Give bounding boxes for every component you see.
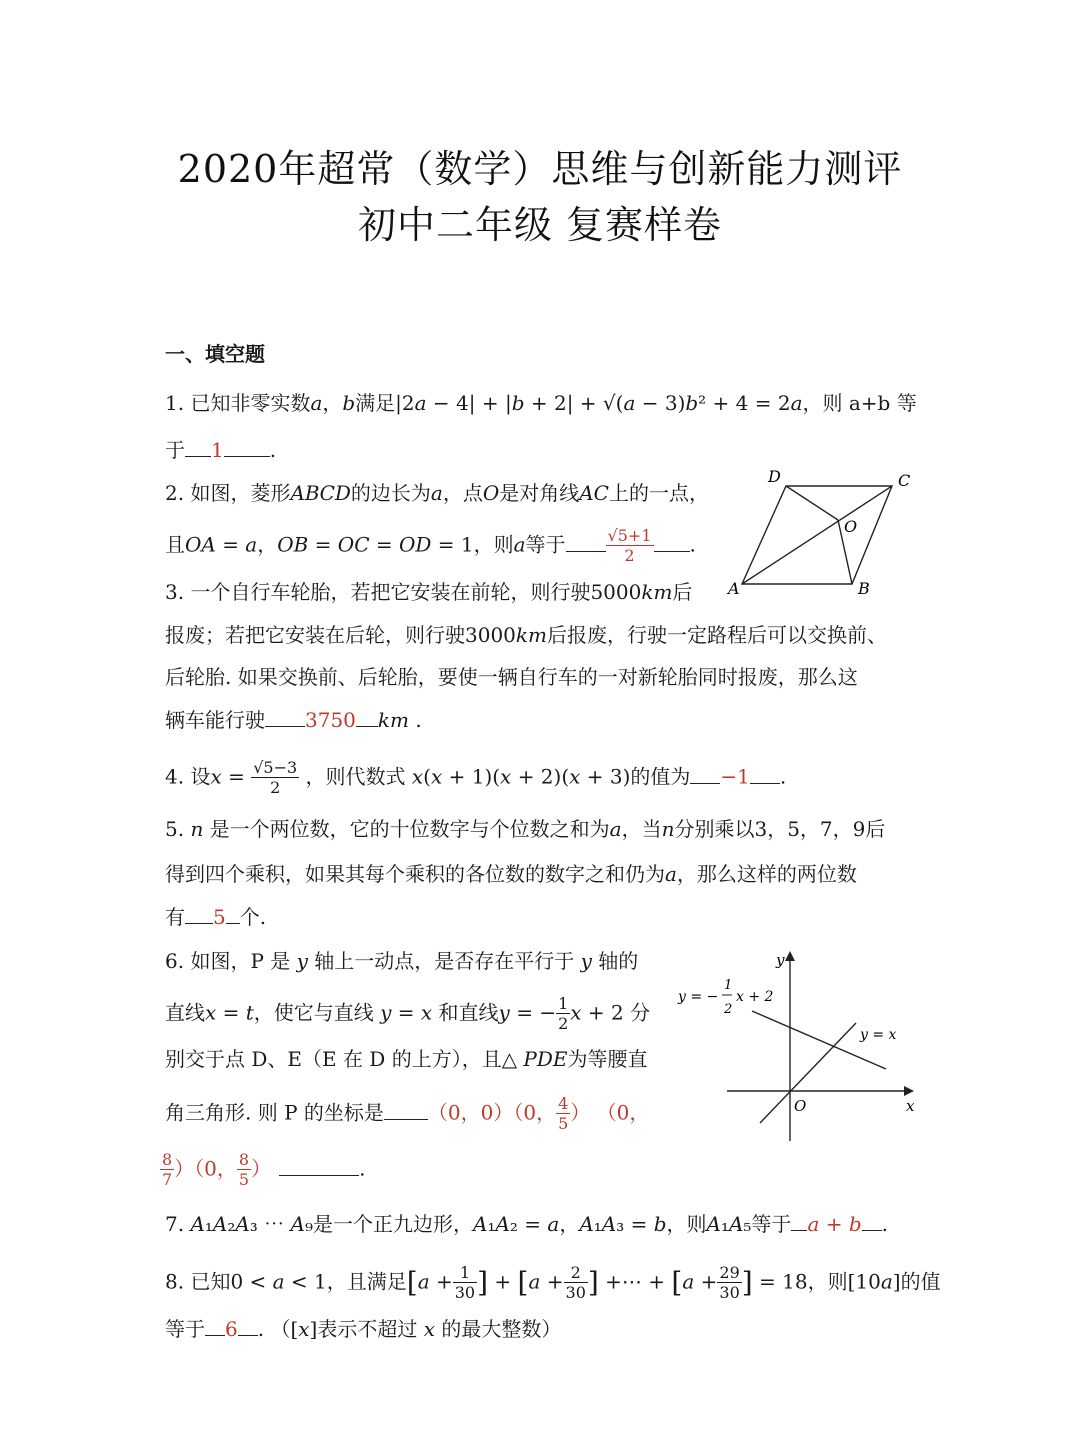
question-6-line-5: $\frac{8}{7}$ ）（0， $\frac{8}{5}$ ） . — [162, 1150, 366, 1189]
page-subtitle: 初中二年级 复赛样卷 — [357, 203, 723, 247]
line1-label-pre: y = − — [678, 989, 719, 1005]
question-6-line-4: 角三角形. 则 P 的坐标是 （0，0）（0， $\frac{4}{5}$ ） （0， — [165, 1094, 650, 1133]
answer-1: 1 — [211, 438, 224, 462]
coordinate-figure — [672, 945, 922, 1145]
page-title: 2020年超常（数学）思维与创新能力测评 — [177, 147, 903, 191]
answer-7: 𝑎 + 𝑏 — [807, 1212, 862, 1236]
label-d: D — [768, 467, 781, 486]
question-3-line-2: 报废；若把它安装在后轮，则行驶3000𝑘𝑚后报废，行驶一定路程后可以交换前、 — [165, 623, 887, 647]
label-c: C — [898, 471, 911, 490]
answer-8: 6 — [225, 1317, 238, 1341]
question-6-line-3: 别交于点 D、E（E 在 D 的上方），且△ 𝑃𝐷𝐸为等腰直 — [165, 1047, 648, 1071]
line1-label-post: x + 2 — [736, 989, 774, 1005]
question-1-line-1: 1. 已知非零实数𝑎，𝑏满足|2𝑎 − 4| + |𝑏 + 2| + √(𝑎 − 3)𝑏² + 4 = 2𝑎，则 a+b 等 — [165, 391, 917, 415]
line2-label: y = x — [860, 1027, 897, 1043]
q4-fraction: $\frac{√5-3}{2}$ — [253, 758, 298, 797]
y-axis-label: y — [776, 951, 785, 969]
answer-2: $\frac{√5+1}{2}$ — [607, 526, 652, 565]
question-6-line-2: 直线𝑥 = 𝑡，使它与直线 𝑦 = 𝑥 和直线𝑦 = − $\frac{1}{2}$ 𝑥 + 2 分 — [165, 994, 651, 1033]
question-3-line-1: 3. 一个自行车轮胎，若把它安装在前轮，则行驶5000𝑘𝑚后 — [165, 580, 693, 604]
question-5-line-1: 5. 𝑛 是一个两位数，它的十位数字与个位数之和为𝑎，当𝑛分别乘以3，5，7，9后 — [165, 817, 886, 841]
svg-text:2: 2 — [724, 1002, 733, 1017]
question-5-line-3: 有 5 个. — [165, 905, 267, 929]
rhombus-figure — [720, 460, 930, 600]
question-3-line-4: 辆车能行驶 3750 𝑘𝑚 . — [165, 708, 422, 732]
origin-label: O — [794, 1097, 807, 1115]
question-8-line-2: 等于 6 . （[𝑥]表示不超过 𝑥 的最大整数） — [165, 1317, 562, 1341]
question-3-line-3: 后轮胎. 如果交换前、后轮胎，要使一辆自行车的一对新轮胎同时报废，那么这 — [165, 665, 858, 689]
question-5-line-2: 得到四个乘积，如果其每个乘积的各位数的数字之和仍为𝑎，那么这样的两位数 — [165, 862, 857, 886]
question-8-line-1: 8. 已知0 < 𝑎 < 1，且满足[𝑎 + $\frac{1}{30}$ ] + [𝑎 + $\frac{2}{30}$ ] +⋯ + [𝑎 + $\frac{29}{30}$ ] = 18，则[10𝑎]的值 — [165, 1263, 941, 1302]
answer-4: −1 — [720, 764, 750, 789]
question-2-line-1: 2. 如图，菱形𝐴𝐵𝐶𝐷的边长为𝑎，点𝑂是对角线𝐴𝐶上的一点， — [165, 481, 709, 505]
section-heading: 一、填空题 — [165, 342, 265, 366]
x-axis-label: x — [906, 1097, 915, 1115]
svg-text:1: 1 — [724, 978, 733, 993]
label-o: O — [844, 517, 858, 536]
question-2-line-2: 且𝑂𝐴 = 𝑎，𝑂𝐵 = 𝑂𝐶 = 𝑂𝐷 = 1，则𝑎等于 $\frac{√5+1}{2}$ . — [165, 526, 696, 565]
question-1-line-2: 于 1 . — [165, 438, 277, 462]
label-b: B — [858, 579, 870, 598]
x-axis-arrow-icon — [904, 1086, 914, 1096]
answer-3: 3750 — [305, 708, 356, 732]
answer-5: 5 — [213, 905, 226, 929]
question-7: 7. 𝐴₁𝐴₂𝐴₃ ⋯ 𝐴₉是一个正九边形，𝐴₁𝐴₂ = 𝑎，𝐴₁𝐴₃ = 𝑏，则𝐴₁𝐴₅等于 𝑎 + 𝑏 . — [165, 1212, 888, 1236]
y-axis-arrow-icon — [785, 951, 795, 961]
question-6-line-1: 6. 如图，P 是 𝑦 轴上一动点，是否存在平行于 𝑦 轴的 — [165, 949, 639, 973]
label-a: A — [728, 579, 740, 598]
question-4: 4. 设𝑥 = $\frac{√5-3}{2}$ ，则代数式 𝑥(𝑥 + 1)(𝑥 + 2)(𝑥 + 3)的值为 −1 . — [165, 758, 787, 797]
